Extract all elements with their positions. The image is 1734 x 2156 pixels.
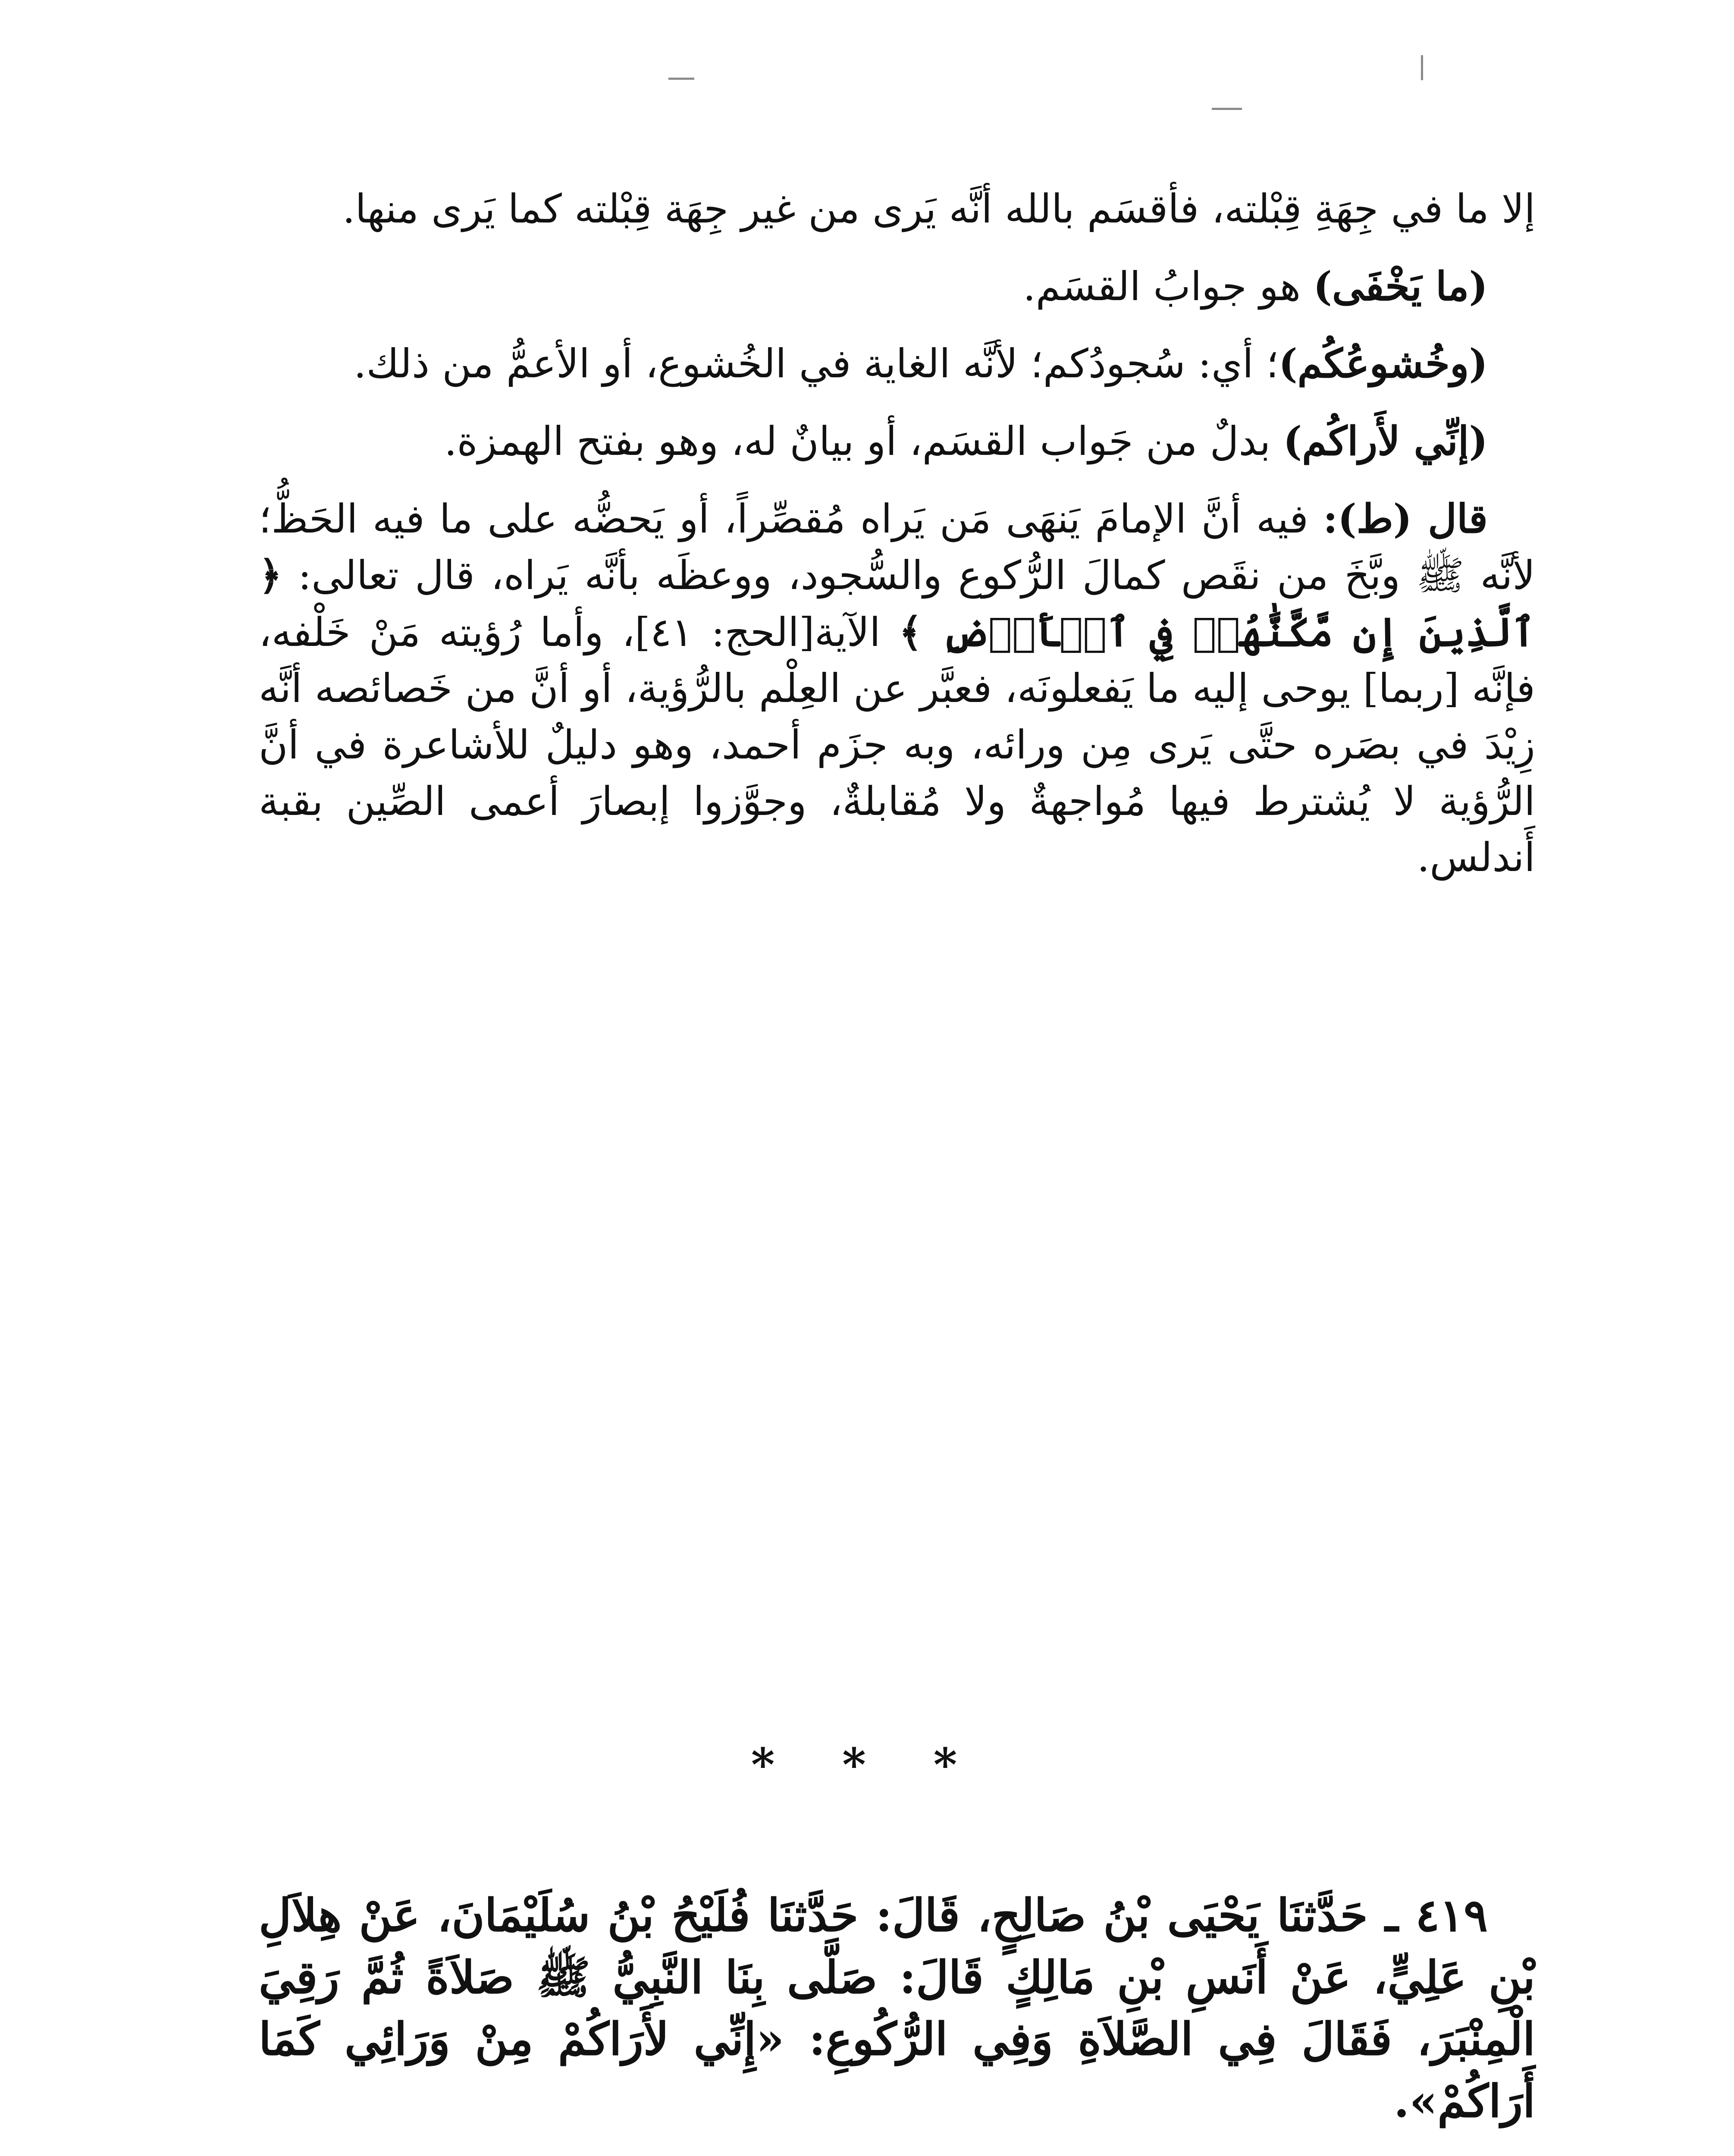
commentary-paragraph bbox=[259, 413, 1535, 470]
commentary-paragraph bbox=[259, 491, 1535, 886]
commentary-label: قال (ط): bbox=[1323, 495, 1488, 542]
quran-quote: ﴿ ٱلَّذِينَ إِن مَّكَّنَّٰهُمۡ فِي ٱلۡأَرۡضِ ﴾ bbox=[259, 552, 1536, 655]
commentary-section bbox=[259, 181, 1535, 907]
commentary-paragraph bbox=[259, 181, 1535, 238]
commentary-term: (إنِّي لأَراكُم) bbox=[1283, 417, 1488, 464]
scan-artifact-mark bbox=[1421, 55, 1423, 80]
commentary-text: فيه أنَّ الإمامَ يَنهَى مَن يَراه مُقصِّراً، أو يَحضُّه على ما فيه الحَظُّ؛ لأنَّه ﷺ وبَّخَ من نقَص كمالَ الرُّكوع والسُّجود، ووعظَه بأنَّه يَراه، قال تعالى: bbox=[259, 495, 1535, 599]
scan-artifact-mark bbox=[668, 78, 694, 80]
commentary-paragraph bbox=[259, 258, 1535, 315]
hadith-text bbox=[259, 1884, 1535, 2153]
scan-artifact-mark bbox=[1212, 108, 1242, 110]
commentary-text: إلا ما في جِهَةِ قِبْلته، فأقسَم بالله أنَّه يَرى من غير جِهَة قِبْلته كما يَرى منها. bbox=[342, 186, 1535, 232]
section-separator: * * * bbox=[751, 1738, 983, 1791]
commentary-text: ؛ أي: سُجودُكم؛ لأنَّه الغاية في الخُشوع، أو الأعمُّ من ذلك. bbox=[354, 341, 1279, 387]
commentary-text: الآية[الحج: ٤١]، وأما رُؤيته مَنْ خَلْفه، فإنَّه [ربما] يوحى إليه ما يَفعلونَه، فعبَّر عن العِلْم بالرُّؤية، أو أنَّ من خَصائصه أنَّه زِيْدَ في بصَره حتَّى يَرى مِن ورائه، وبه جزَم أحمد، وهو دليلٌ للأشاعرة في أنَّ الرُّؤية لا يُشترط فيها مُواجهةٌ ولا مُقابلةٌ، وجوَّزوا إبصارَ أعمى الصِّين بقبة أَندلس. bbox=[259, 609, 1535, 881]
commentary-term: (وخُشوعُكُم) bbox=[1279, 340, 1488, 387]
hadith-paragraph: ٤١٩ ـ حَدَّثنَا يَحْيَى بْنُ صَالِحٍ، قَالَ: حَدَّثنَا فُلَيْحُ بْنُ سُلَيْمَانَ، عَنْ هِلاَلِ بْنِ عَلِيٍّ، عَنْ أَنَسِ بْنِ مَالِكٍ قَالَ: صَلَّى بِنَا النَّبِيُّ ﷺ صَلاَةً ثُمَّ رَقِيَ الْمِنْبَرَ، فَقَالَ فِي الصَّلاَةِ وَفِي الرُّكُوعِ: «إِنِّي لأَرَاكُمْ مِنْ وَرَائِي كَمَا أَرَاكُمْ». bbox=[259, 1889, 1535, 2128]
commentary-text: هو جوابُ القسَم. bbox=[1023, 263, 1314, 310]
commentary-paragraph bbox=[259, 335, 1535, 392]
commentary-text: بدلٌ من جَواب القسَم، أو بيانٌ له، وهو بفتح الهمزة. bbox=[444, 418, 1283, 464]
commentary-term: (ما يَخْفَى) bbox=[1313, 263, 1488, 310]
